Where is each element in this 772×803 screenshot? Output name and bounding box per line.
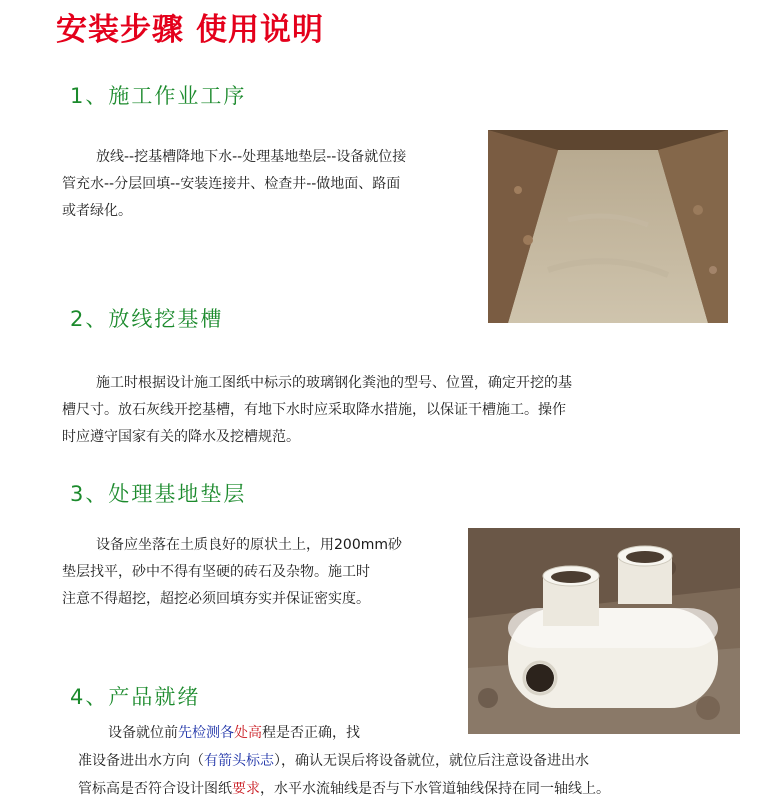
section-1-line-3: 或者绿化。 xyxy=(62,203,132,219)
septic-tank-photo xyxy=(468,528,740,734)
section-3-line-3: 注意不得超挖，超挖必须回填夯实并保证密实度。 xyxy=(62,591,370,607)
section-2-text xyxy=(62,370,762,451)
section-1-line-2: 管充水--分层回填--安装连接井、检查井--做地面、路面 xyxy=(62,176,401,192)
section-4-line-3: 管标高是否符合设计图纸要求，水平水流轴线是否与下水管道轴线保持在同一轴线上。 xyxy=(78,781,610,797)
section-4-line-2: 准设备进出水方向（有箭头标志），确认无误后将设备就位，就位后注意设备进出水 xyxy=(78,753,589,769)
title-part-usage: 使用说明 xyxy=(196,12,324,48)
section-1-line-1: 放线--挖基槽降地下水--处理基地垫层--设备就位接 xyxy=(96,149,407,165)
section-3-text xyxy=(62,532,462,613)
section-4-heading: 4、产品就绪 xyxy=(70,685,201,709)
page-title xyxy=(56,4,324,49)
section-2-heading: 2、放线挖基槽 xyxy=(70,307,224,331)
section-2-line-3: 时应遵守国家有关的降水及挖槽规范。 xyxy=(62,429,300,445)
section-1-text xyxy=(62,144,482,225)
section-3-heading: 3、处理基地垫层 xyxy=(70,482,247,506)
section-4-text xyxy=(78,719,768,803)
title-part-install: 安装步骤 xyxy=(56,12,184,48)
section-4-line-1: 设备就位前先检测各处高程是否正确，找 xyxy=(108,725,360,741)
section-3-line-2: 垫层找平，砂中不得有坚硬的砖石及杂物。施工时 xyxy=(62,564,370,580)
trench-photo xyxy=(488,130,728,323)
section-2-line-1: 施工时根据设计施工图纸中标示的玻璃钢化粪池的型号、位置，确定开挖的基 xyxy=(96,375,572,391)
section-2-line-2: 槽尺寸。放石灰线开挖基槽，有地下水时应采取降水措施，以保证干槽施工。操作 xyxy=(62,402,566,418)
section-1-heading: 1、施工作业工序 xyxy=(70,84,247,108)
section-3-line-1: 设备应坐落在土质良好的原状土上，用200mm砂 xyxy=(96,537,402,553)
